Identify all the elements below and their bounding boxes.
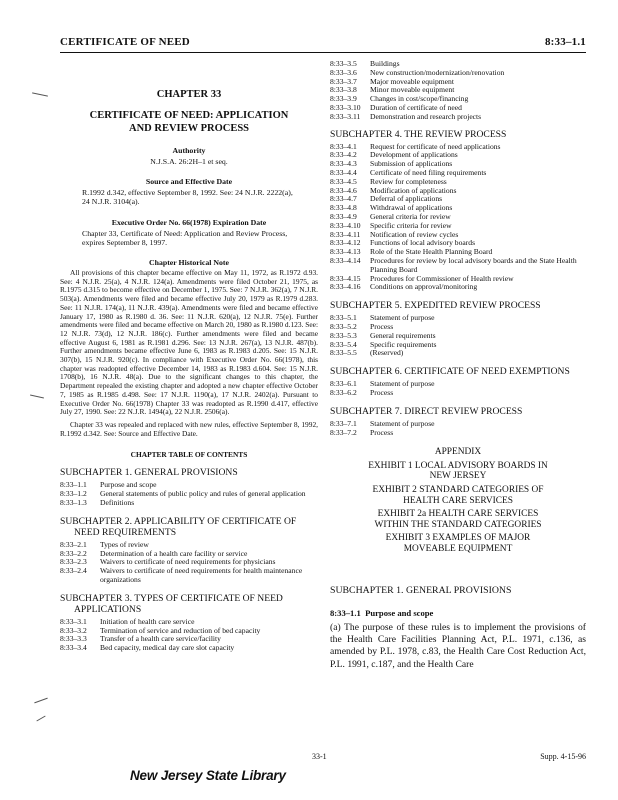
toc-entry-title: Waivers to certificate of need requirements for physicians [100, 557, 276, 567]
toc-entry-number: 8:33–7.2 [330, 427, 357, 437]
supplement-date: Supp. 4-15-96 [540, 752, 586, 761]
toc-entry [330, 213, 586, 222]
left-column [60, 60, 318, 653]
toc-entry-number: 8:33–7.1 [330, 418, 357, 428]
toc-entry-title: New construction/modernization/renovation [370, 67, 505, 77]
section-title: Purpose and scope [365, 607, 434, 618]
toc-entry-title: Specific requirements [370, 339, 437, 349]
toc-entry-number: 8:33–4.11 [330, 229, 361, 239]
toc-entry-title: Submission of applications [370, 159, 453, 169]
toc-entry-title: Certificate of need filing requirements [370, 167, 487, 177]
toc-entry-number: 8:33–3.4 [60, 643, 87, 653]
toc-entry [330, 332, 586, 341]
toc-entry-number: 8:33–4.1 [330, 141, 357, 151]
toc-entry-number: 8:33–4.6 [330, 185, 357, 195]
toc-entry [330, 257, 586, 275]
scan-mark [36, 716, 45, 722]
subchapter-4-list [330, 143, 586, 293]
toc-entry-number: 8:33–4.13 [330, 247, 361, 257]
toc-entry [330, 420, 586, 429]
toc-entry-number: 8:33–1.2 [60, 489, 87, 499]
toc-entry [330, 389, 586, 398]
subchapter-7-list [330, 420, 586, 438]
toc-entry-number: 8:33–2.2 [60, 548, 87, 558]
toc-entry-number: 8:33–6.1 [330, 379, 357, 389]
toc-entry-title: Role of the State Health Planning Board [370, 247, 493, 257]
toc-entry-title: (Reserved) [370, 348, 404, 358]
body-subchapter-heading: SUBCHAPTER 1. GENERAL PROVISIONS [330, 584, 512, 596]
toc-entry-number: 8:33–3.6 [330, 67, 357, 77]
authority-text: N.J.S.A. 26:2H–1 et seq. [150, 157, 228, 166]
toc-entry-number: 8:33–4.4 [330, 167, 357, 177]
toc-entry-title: Procedures for review by local advisory boards and the State Health Planning Board [370, 255, 577, 274]
subchapter-7-heading: SUBCHAPTER 7. DIRECT REVIEW PROCESS [330, 405, 523, 417]
toc-entry-number: 8:33–4.3 [330, 159, 357, 169]
toc-entry-title: Deferral of applications [370, 194, 443, 204]
subchapter-2-heading: SUBCHAPTER 2. APPLICABILITY OF CERTIFICATE OF NEED REQUIREMENTS [60, 515, 297, 538]
toc-entry-number: 8:33–4.15 [330, 273, 361, 283]
toc-entry-title: Definitions [100, 497, 135, 507]
toc-entry-title: Modification of applications [370, 185, 457, 195]
toc-entry [330, 113, 586, 122]
exec-order-text: Chapter 33, Certificate of Need: Application and Review Process, expires September 8, 1997. [82, 228, 288, 247]
toc-entry [60, 644, 318, 653]
section-body: (a) The purpose of these rules is to implement the provisions of the Health Care Facilities Planning Act, P.L. 1971, c.136, as amended by P.L. 1978, c.83, the Health Care Cost Reduction Act, P.L. 1991, c.187, and the Health Care [330, 621, 586, 670]
toc-entry [330, 178, 586, 187]
subchapter-5-heading: SUBCHAPTER 5. EXPEDITED REVIEW PROCESS [330, 300, 541, 312]
toc-entry-number: 8:33–4.5 [330, 176, 357, 186]
toc-entry-title: Major moveable equipment [370, 76, 454, 86]
toc-entry [330, 349, 586, 358]
toc-entry-number: 8:33–4.16 [330, 282, 361, 292]
toc-entry-title: General criteria for review [370, 211, 451, 221]
toc-entry-number: 8:33–4.10 [330, 220, 361, 230]
toc-entry [330, 222, 586, 231]
toc-entry-title: Notification of review cycles [370, 229, 459, 239]
toc-entry-number: 8:33–4.2 [330, 150, 357, 160]
toc-entry [330, 380, 586, 389]
page-number: 33-1 [312, 752, 327, 761]
toc-entry-number: 8:33–4.8 [330, 203, 357, 213]
chapter-title-line: AND REVIEW PROCESS [129, 122, 249, 134]
toc-entry-number: 8:33–5.1 [330, 313, 357, 323]
toc-entry-title: Statement of purpose [370, 313, 435, 323]
authority-heading: Authority [172, 146, 206, 155]
toc-entry [330, 283, 586, 292]
section-number: 8:33–1.1 [330, 607, 361, 618]
exhibit-1: EXHIBIT 1 LOCAL ADVISORY BOARDS IN NEW JERSEY [368, 460, 548, 482]
subchapter-4-heading: SUBCHAPTER 4. THE REVIEW PROCESS [330, 128, 507, 140]
toc-entry-number: 8:33–2.4 [60, 566, 87, 576]
toc-entry-number: 8:33–6.2 [330, 387, 357, 397]
toc-entry-title: Development of applications [370, 150, 458, 160]
toc-entry [60, 567, 318, 585]
toc-entry [330, 429, 586, 438]
toc-entry-title: Bed capacity, medical day care slot capacity [100, 643, 235, 653]
toc-entry-title: Changes in cost/scope/financing [370, 94, 469, 104]
header-rule [60, 52, 586, 53]
toc-entry-number: 8:33–3.8 [330, 85, 357, 95]
toc-entry-number: 8:33–3.2 [60, 625, 87, 635]
toc-entry-number: 8:33–3.7 [330, 76, 357, 86]
toc-entry-number: 8:33–3.9 [330, 94, 357, 104]
subchapter-1-list [60, 481, 318, 507]
scan-mark [34, 698, 47, 704]
toc-entry [60, 499, 318, 508]
toc-entry-number: 8:33–1.3 [60, 497, 87, 507]
toc-entry [330, 341, 586, 350]
toc-entry-title: General requirements [370, 330, 436, 340]
toc-entry [330, 204, 586, 213]
toc-entry-number: 8:33–3.5 [330, 59, 357, 68]
toc-entry-title: Process [370, 387, 394, 397]
toc-entry-title: Types of review [100, 539, 149, 549]
toc-entry-number: 8:33–3.1 [60, 616, 87, 626]
toc-entry-title: Withdrawal of applications [370, 203, 453, 213]
toc-entry-number: 8:33–4.12 [330, 238, 361, 248]
toc-entry-number: 8:33–3.3 [60, 634, 87, 644]
source-text: R.1992 d.342, effective September 8, 1992. See: 24 N.J.R. 2222(a), 24 N.J.R. 3104(a). [82, 188, 293, 207]
toc-entry-title: Functions of local advisory boards [370, 238, 476, 248]
toc-entry-number: 8:33–1.1 [60, 480, 87, 490]
toc-entry-title: Specific criteria for review [370, 220, 452, 230]
history-note: All provisions of this chapter became effective on May 11, 1972, as R.1972 d.93. See: 4 N.J.R. 25(a), 4 N.J.R. 124(a). Amendments were filed October 21, 1975, as R.1975 d.315 to become effective on December 1, 1975. See: 7 N.J.R. 362(a), 7 N.J.R. 503(a). Amendments were filed and became effective July 20, 1979 as R.1979 d.283. See: 11 N.J.R. 174(a), 11 N.J.R. 439(a). Amendments were filed and became effective January 17, 1980 as R.1980 d. 36. See: 11 N.J.R. 620(a), 12 N.J.R. 75(e). Further amendments were filed and became effective on March 20, 1980 as R.1980 d.123. See: 12 N.J.R. 73(d), 12 N.J.R. 186(c). Further amendments were filed and became effective August 6, 1981 as R.1981 d.296. See: 13 N.J.R. 267(a), 13 N.J.R. 487(b). Further amendments became effective June 6, 1983 as R.1983 d.205. See: 15 N.J.R. 307(b), 15 N.J.R. 920(c). In compliance with Executive Order No. 66(1978), this chapter was readopted effective December 14, 1983 as R.1983 d.604. See: 15 N.J.R. 1708(b), 16 N.J.R. 48(a). Due to the significant changes to this chapter, the Department repealed the existing chapter and adopted a new chapter effective October 7, 1985 as R.1985 d.498. See: 17 N.J.R. 1190(a), 17 N.J.R. 2402(a). Pursuant to Executive Order No. 66(1978) Chapter 33 was readopted as R.1990 d.417, effective July 27, 1990. See: 22 N.J.R. 1494(a), 22 N.J.R. 2506(a). [60, 268, 318, 417]
subchapter-2-list [60, 541, 318, 585]
appendix-heading: APPENDIX [434, 447, 482, 458]
section-heading [330, 608, 586, 618]
right-column [330, 60, 586, 671]
toc-entry [330, 143, 586, 152]
exec-order-heading: Executive Order No. 66(1978) Expiration Date [111, 217, 267, 227]
toc-entry-title: Initiation of health care service [100, 616, 195, 626]
chapter-title-line: CERTIFICATE OF NEED: APPLICATION [89, 110, 289, 121]
toc-entry-title: General statements of public policy and rules of general application [100, 489, 306, 499]
subchapter-3-continued-list [330, 60, 586, 122]
toc-entry [330, 323, 586, 332]
toc-entry-title: Determination of a health care facility or service [100, 548, 248, 558]
toc-entry-title: Buildings [370, 59, 400, 68]
toc-entry-title: Duration of certificate of need [370, 102, 462, 112]
toc-entry-title: Process [370, 321, 394, 331]
toc-entry [330, 195, 586, 204]
toc-entry-title: Review for completeness [370, 176, 447, 186]
toc-entry-title: Demonstration and research projects [370, 111, 482, 121]
toc-entry-title: Conditions on approval/monitoring [370, 282, 478, 292]
running-header-title: CERTIFICATE OF NEED [60, 36, 190, 48]
toc-entry-title: Statement of purpose [370, 418, 435, 428]
source-heading: Source and Effective Date [145, 177, 233, 187]
subchapter-3-list [60, 618, 318, 653]
toc-entry-number: 8:33–2.3 [60, 557, 87, 567]
running-header-section: 8:33–1.1 [544, 36, 586, 48]
chapter-title [60, 110, 318, 135]
toc-entry [60, 490, 318, 499]
toc-entry [330, 314, 586, 323]
toc-entry-number: 8:33–5.2 [330, 321, 357, 331]
toc-entry-title: Termination of service and reduction of bed capacity [100, 625, 261, 635]
toc-entry [330, 78, 586, 87]
toc-entry-number: 8:33–4.14 [330, 255, 361, 265]
exhibit-2a: EXHIBIT 2a HEALTH CARE SERVICES WITHIN THE STANDARD CATEGORIES [374, 509, 542, 530]
library-stamp: New Jersey State Library [130, 768, 286, 783]
toc-entry-number: 8:33–2.1 [60, 539, 87, 549]
toc-entry [330, 69, 586, 78]
toc-entry-number: 8:33–3.10 [330, 102, 361, 112]
exhibit-3: EXHIBIT 3 EXAMPLES OF MAJOR MOVEABLE EQUIPMENT [385, 533, 531, 555]
toc-entry-title: Purpose and scope [100, 480, 157, 490]
history-heading: Chapter Historical Note [149, 258, 229, 268]
toc-entry-number: 8:33–5.3 [330, 330, 357, 340]
toc-entry [330, 169, 586, 178]
toc-entry-number: 8:33–3.11 [330, 111, 361, 121]
toc-entry-title: Request for certificate of need applications [370, 141, 501, 151]
toc-heading: CHAPTER TABLE OF CONTENTS [130, 450, 248, 460]
toc-entry-title: Waivers to certificate of need requirements for health maintenance organizations [100, 566, 303, 584]
subchapter-5-list [330, 314, 586, 358]
toc-entry-title: Procedures for Commissioner of Health review [370, 273, 514, 283]
subchapter-6-heading: SUBCHAPTER 6. CERTIFICATE OF NEED EXEMPTIONS [330, 366, 570, 378]
toc-entry-title: Transfer of a health care service/facility [100, 634, 221, 644]
chapter-number: CHAPTER 33 [156, 89, 222, 100]
scan-mark [32, 92, 48, 96]
toc-entry-number: 8:33–5.4 [330, 339, 357, 349]
scan-mark [30, 395, 44, 399]
toc-entry-title: Process [370, 427, 394, 437]
subchapter-3-heading: SUBCHAPTER 3. TYPES OF CERTIFICATE OF NEED APPLICATIONS [60, 592, 283, 615]
subchapter-6-list [330, 380, 586, 398]
toc-entry-title: Statement of purpose [370, 379, 435, 389]
subchapter-1-heading: SUBCHAPTER 1. GENERAL PROVISIONS [60, 467, 238, 479]
toc-entry [330, 151, 586, 160]
toc-entry-number: 8:33–4.9 [330, 211, 357, 221]
toc-entry [330, 187, 586, 196]
exhibit-2: EXHIBIT 2 STANDARD CATEGORIES OF HEALTH CARE SERVICES [372, 485, 544, 506]
history-note-2: Chapter 33 was repealed and replaced with new rules, effective September 8, 1992, R.1992 d.342. See: Source and Effective Date. [60, 419, 318, 438]
toc-entry-number: 8:33–5.5 [330, 348, 357, 358]
toc-entry-title: Minor moveable equipment [370, 85, 455, 95]
toc-entry-number: 8:33–4.7 [330, 194, 357, 204]
